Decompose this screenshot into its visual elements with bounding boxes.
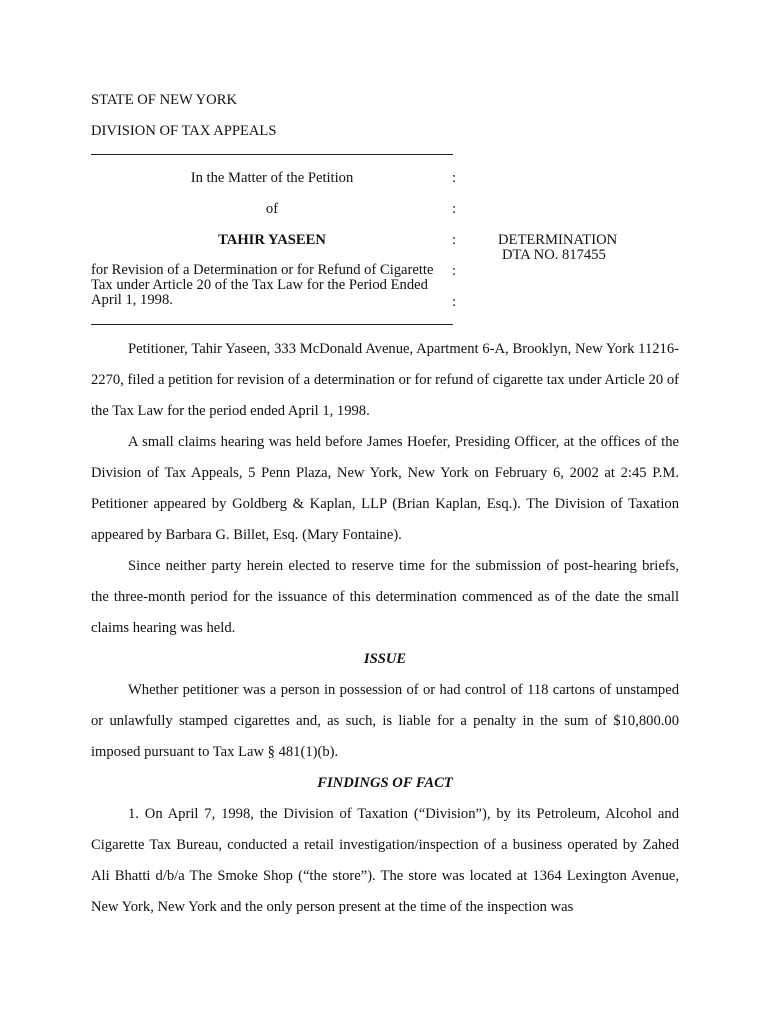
caption-top-rule xyxy=(91,154,453,155)
paragraph-hearing: A small claims hearing was held before James Hoefer, Presiding Officer, at the offices of the Division of Tax Appeals, 5 Penn Plaza, New York, New York on February 6, 2002 at 2:45 P.M. Petitioner appeared by Goldberg & Kaplan, LLP (Brian Kaplan, Esq.). The Division of Taxation appeared by Barbara G. Billet, Esq. (Mary Fontaine). xyxy=(91,434,679,543)
caption-of-line: of xyxy=(265,201,279,217)
petitioner-name: TAHIR YASEEN xyxy=(218,232,326,248)
issue-heading: ISSUE xyxy=(363,651,407,667)
state-heading: STATE OF NEW YORK xyxy=(91,92,237,108)
dta-number: DTA NO. 817455 xyxy=(502,247,606,263)
caption-colon: : xyxy=(452,232,457,248)
caption-matter-text: for Revision of a Determination or for Refund of Cigarette Tax under Article 20 of the Tax Law for the Period Ended April 1, 1998. xyxy=(91,262,434,308)
paragraph-briefs: Since neither party herein elected to reserve time for the submission of post-hearing briefs, the three-month period for the issuance of this determination commenced as of the date the small claims hearing was held. xyxy=(91,558,679,636)
caption-colon: : xyxy=(452,263,457,279)
caption-colon: : xyxy=(452,294,457,310)
determination-label: DETERMINATION xyxy=(498,232,618,248)
caption-bottom-rule xyxy=(91,324,453,325)
paragraph-petition: Petitioner, Tahir Yaseen, 333 McDonald Avenue, Apartment 6-A, Brooklyn, New York 11216-2270, filed a petition for revision of a determination or for refund of cigarette tax under Article 20 of the Tax Law for the period ended April 1, 1998. xyxy=(91,341,679,419)
findings-heading: FINDINGS OF FACT xyxy=(317,775,453,791)
caption-colon: : xyxy=(452,201,457,217)
paragraph-issue: Whether petitioner was a person in possession of or had control of 118 cartons of unstamped or unlawfully stamped cigarettes and, as such, is liable for a penalty in the sum of $10,800.00 imposed pursuant to Tax Law § 481(1)(b). xyxy=(91,682,679,760)
division-heading: DIVISION OF TAX APPEALS xyxy=(91,123,277,139)
paragraph-finding-1: 1. On April 7, 1998, the Division of Taxation (“Division”), by its Petroleum, Alcohol and Cigarette Tax Bureau, conducted a retail investigation/inspection of a business operated by Zahed Ali Bhatti d/b/a The Smoke Shop (“the store”). The store was located at 1364 Lexington Avenue, New York, New York and the only person present at the time of the inspection was xyxy=(91,806,679,915)
caption-colon: : xyxy=(452,170,457,186)
caption-petition-line: In the Matter of the Petition xyxy=(190,170,354,186)
